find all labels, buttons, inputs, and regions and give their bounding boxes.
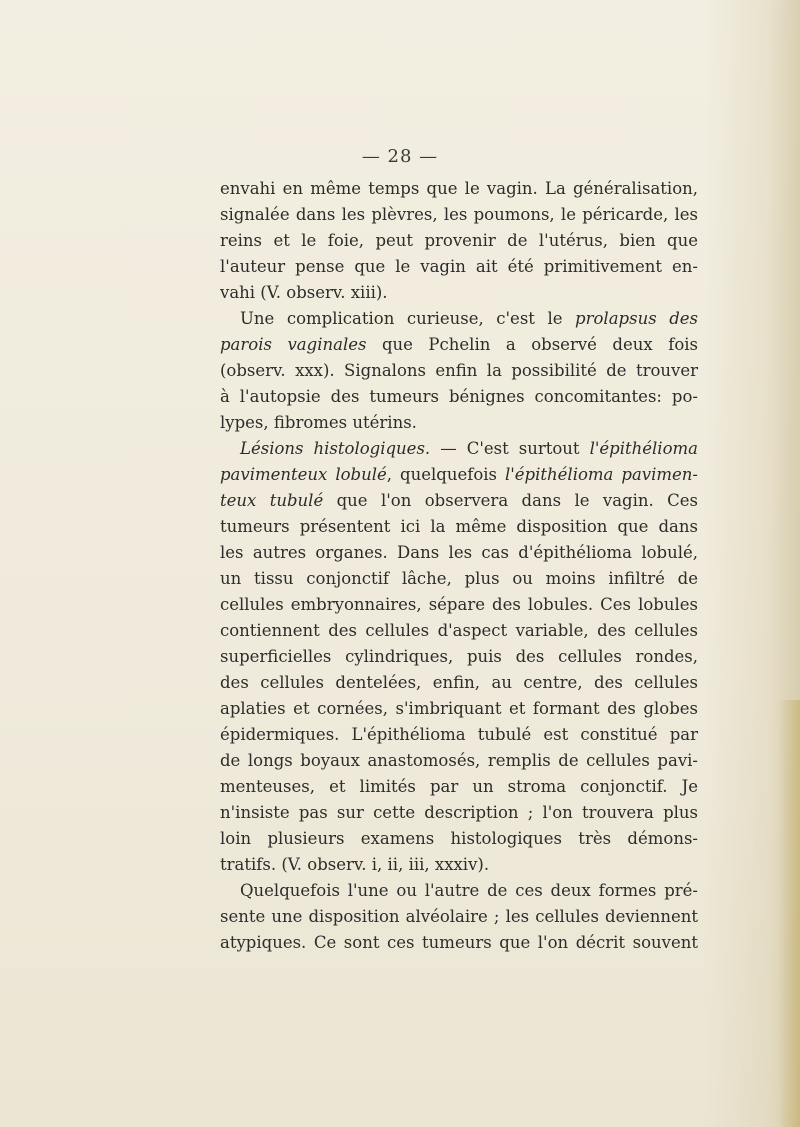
text-line [220,228,698,254]
text-line [220,852,698,878]
text-line [220,384,698,410]
text-line [220,488,698,514]
text-run: contiennent des cellules d'aspect variable, des cellules [220,621,698,640]
text-run: à l'autopsie des tumeurs bénignes concomitantes: po- [220,387,698,406]
text-run: superficielles cylindriques, puis des cellules rondes, [220,647,698,666]
text-line [220,800,698,826]
text-run: tumeurs présentent ici la même disposition que dans [220,517,698,536]
text-run: que l'on observera dans le vagin. Ces [323,491,699,510]
text-run: Une complication curieuse, c'est le [240,309,576,328]
text-line [220,514,698,540]
text-line [220,644,698,670]
text-run: que Pchelin a observé deux fois [366,335,698,354]
italic-text: l'épithélioma pavimen- [504,465,698,484]
text-run: sente une disposition alvéolaire ; les cellules deviennent [220,907,698,926]
text-line [220,280,698,306]
text-run: atypiques. Ce sont ces tumeurs que l'on décrit souvent [220,933,698,952]
text-line [220,202,698,228]
text-line [220,540,698,566]
text-line [220,592,698,618]
text-line [220,878,698,904]
italic-text: prolapsus des [575,309,698,328]
page-edge-stain [778,700,800,1127]
text-line [220,306,698,332]
text-run: lypes, fibromes utérins. [220,413,417,432]
text-run: des cellules dentelées, enfin, au centre, des cellules [220,673,698,692]
text-run: l'auteur pense que le vagin ait été primitivement en- [220,257,698,276]
text-line [220,826,698,852]
text-line [220,930,698,956]
page-number: — 28 — [361,146,439,167]
text-run: menteuses, et limités par un stroma conjonctif. Je [220,777,698,796]
italic-text: l'épithélioma [589,439,698,458]
text-run: — C'est surtout [430,439,590,458]
text-line [220,566,698,592]
text-line [220,904,698,930]
text-line [220,696,698,722]
body-text [220,176,698,956]
text-line [220,254,698,280]
text-run: de longs boyaux anastomosés, remplis de cellules pavi- [220,751,698,770]
text-run: envahi en même temps que le vagin. La généralisation, [220,179,698,198]
text-run: les autres organes. Dans les cas d'épithélioma lobulé, [220,543,698,562]
text-line [220,436,698,462]
text-run: cellules embryonnaires, sépare des lobules. Ces lobules [220,595,698,614]
text-line [220,618,698,644]
text-line [220,358,698,384]
text-run: n'insiste pas sur cette description ; l'on trouvera plus [220,803,698,822]
text-line [220,332,698,358]
text-run: un tissu conjonctif lâche, plus ou moins infiltré de [220,569,698,588]
text-run: loin plusieurs examens histologiques très démons- [220,829,698,848]
italic-text: teux tubulé [220,491,324,510]
text-line [220,410,698,436]
text-line [220,176,698,202]
text-run: Quelquefois l'une ou l'autre de ces deux formes pré- [240,881,698,900]
text-run: aplaties et cornées, s'imbriquant et formant des globes [220,699,698,718]
text-run: reins et le foie, peut provenir de l'utérus, bien que [220,231,698,250]
text-run: tratifs. (V. observ. i, ii, iii, xxxiv). [220,855,490,874]
text-line [220,462,698,488]
text-line [220,670,698,696]
text-run: épidermiques. L'épithélioma tubulé est constitué par [220,725,698,744]
italic-text: parois vaginales [220,335,367,354]
italic-text: pavimenteux lobulé [220,465,387,484]
text-run: signalée dans les plèvres, les poumons, le péricarde, les [220,205,698,224]
text-run: vahi (V. observ. xiii). [220,283,388,302]
italic-text: Lésions histologiques. [240,439,431,458]
text-line [220,748,698,774]
text-line [220,774,698,800]
text-line [220,722,698,748]
text-run: (observ. xxx). Signalons enfin la possibilité de trouver [220,361,698,380]
text-run: , quelquefois [386,465,505,484]
